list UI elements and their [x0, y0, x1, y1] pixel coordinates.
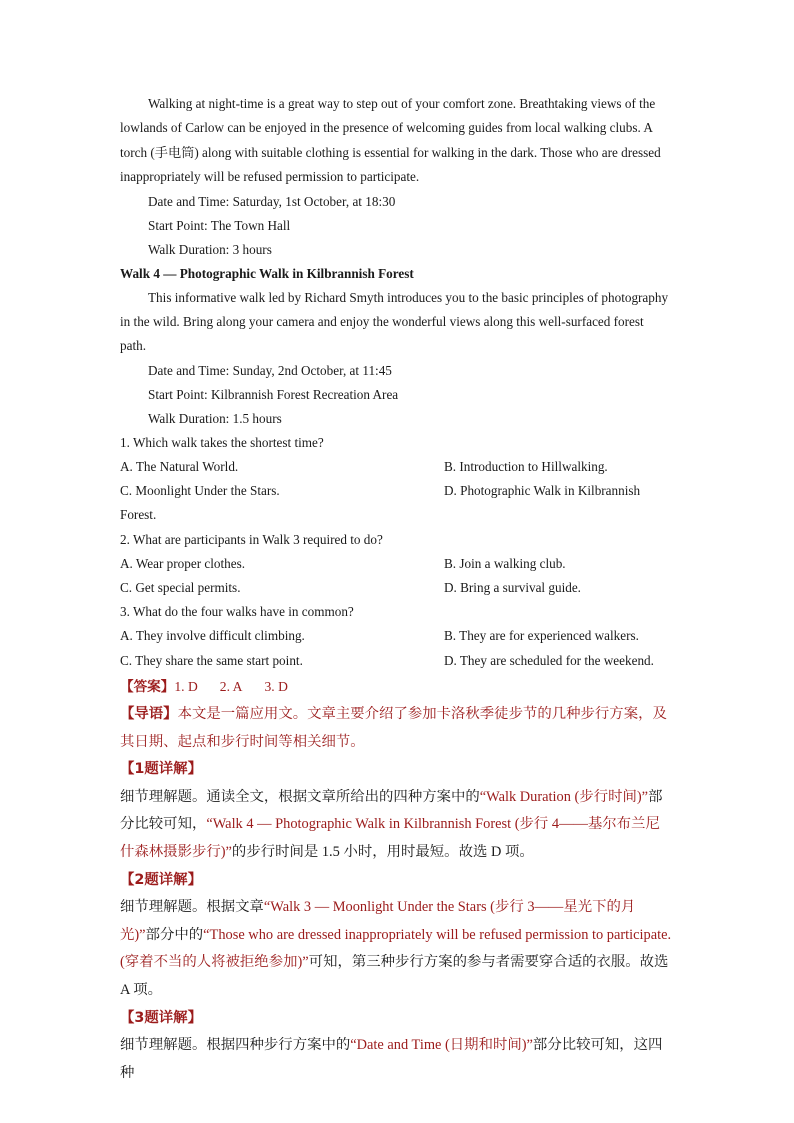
detail-2-post: 可知，第三种步行方案的参与者需要穿合适的衣服。故选 A 项。 [120, 954, 669, 999]
walk4-paragraph: This informative walk led by Richard Smyth introduces you to the basic principles of photography in the wild. Bring along your camera and enjoy the wonderful views along this well-surfaced forest path. [120, 289, 669, 354]
q2-option-d: D. Bring a survival guide. [444, 580, 581, 596]
answer-label: 【答案】 [120, 678, 175, 695]
detail-3-pre: 细节理解题。根据四种步行方案中的 [120, 1037, 351, 1054]
detail-3-post: 部分比较可知，这四种 [120, 1037, 663, 1081]
q2-option-a: A. Wear proper clothes. [120, 555, 246, 571]
detail-1-quote-2: “Walk 4 — Photographic Walk in Kilbrannish Forest (步行 4——基尔布兰尼什森林摄影步行)” [120, 816, 660, 861]
detail-3-quote-1: “Date and Time (日期和时间)” [350, 1037, 533, 1054]
q1-option-d: D. Photographic Walk in Kilbrannish [444, 483, 641, 499]
question-2-options [120, 552, 672, 600]
detail-1-pre: 细节理解题。通读全文，根据文章所给出的四种方案中的 [120, 788, 480, 805]
q2-option-c: C. Get special permits. [120, 580, 241, 596]
document-page [120, 92, 672, 1087]
q1-option-b: B. Introduction to Hillwalking. [444, 459, 608, 475]
q1-option-c: C. Moonlight Under the Stars. [120, 483, 280, 499]
answer-1: 1. D [174, 678, 198, 694]
guide-paragraph [120, 701, 672, 756]
detail-2-quote-2: “Those who are dressed inappropriately will be refused permission to participate.(穿着不当的人将被拒绝参加)” [120, 926, 672, 971]
walk4-start-point: Start Point: Kilbrannish Forest Recreation Area [148, 386, 399, 402]
answer-3: 3. D [264, 678, 288, 694]
walk3-duration: Walk Duration: 3 hours [148, 241, 272, 257]
q1-option-a: A. The Natural World. [120, 459, 239, 475]
guide-text: 本文是一篇应用文。文章主要介绍了参加卡洛秋季徒步节的几种步行方案，及其日期、起点和步行时间等相关细节。 [120, 706, 667, 750]
detail-2-pre: 细节理解题。根据文章 [120, 899, 264, 916]
detail-1-post: 的步行时间是 1.5 小时，用时最短。故选 D 项。 [231, 844, 534, 861]
q1-option-d-continued: Forest. [120, 507, 157, 523]
question-2: 2. What are participants in Walk 3 required to do? [120, 531, 383, 547]
question-1-options [120, 455, 672, 503]
answer-line [120, 673, 672, 701]
detail-3-label: 【3题详解】 [120, 1009, 202, 1026]
detail-2-label-line [120, 867, 672, 895]
detail-2-mid: 部分中的 [145, 926, 204, 943]
question-3: 3. What do the four walks have in common? [120, 604, 354, 620]
guide-label: 【导语】 [120, 706, 178, 723]
detail-2-quote-1: “Walk 3 — Moonlight Under the Stars (步行 3——星光下的月光)” [120, 899, 636, 943]
question-1: 1. Which walk takes the shortest time? [120, 434, 324, 450]
question-3-options [120, 624, 672, 672]
q3-option-c: C. They share the same start point. [120, 652, 303, 668]
q3-option-d: D. They are scheduled for the weekend. [444, 652, 654, 668]
detail-1-label: 【1题详解】 [120, 761, 202, 778]
detail-3-text [120, 1032, 672, 1087]
q2-option-b: B. Join a walking club. [444, 555, 566, 571]
detail-1-mid: 部分比较可知， [120, 788, 663, 833]
walk4-duration: Walk Duration: 1.5 hours [148, 410, 282, 426]
q3-option-b: B. They are for experienced walkers. [444, 628, 639, 644]
walk3-paragraph: Walking at night-time is a great way to step out of your comfort zone. Breathtaking views of the lowlands of Carlow can be enjoyed in the presence of welcoming guides from local walking clubs. A torch (手电筒) along with suitable clothing is essential for walking in the dark. Those who are dressed inappropriately will be refused permission to participate. [120, 96, 661, 185]
detail-1-quote-1: “Walk Duration (步行时间)” [479, 788, 649, 805]
detail-2-text [120, 894, 672, 1004]
walk4-date-time: Date and Time: Sunday, 2nd October, at 11:45 [148, 362, 392, 378]
walk3-date-time: Date and Time: Saturday, 1st October, at 18:30 [148, 193, 396, 209]
walk3-start-point: Start Point: The Town Hall [148, 217, 291, 233]
detail-3-label-line [120, 1005, 672, 1033]
answer-2: 2. A [219, 678, 243, 694]
walk4-heading: Walk 4 — Photographic Walk in Kilbrannish Forest [120, 265, 414, 281]
q3-option-a: A. They involve difficult climbing. [120, 628, 305, 644]
detail-1-text [120, 784, 672, 867]
detail-2-label: 【2题详解】 [120, 871, 202, 888]
detail-1-label-line [120, 756, 672, 784]
